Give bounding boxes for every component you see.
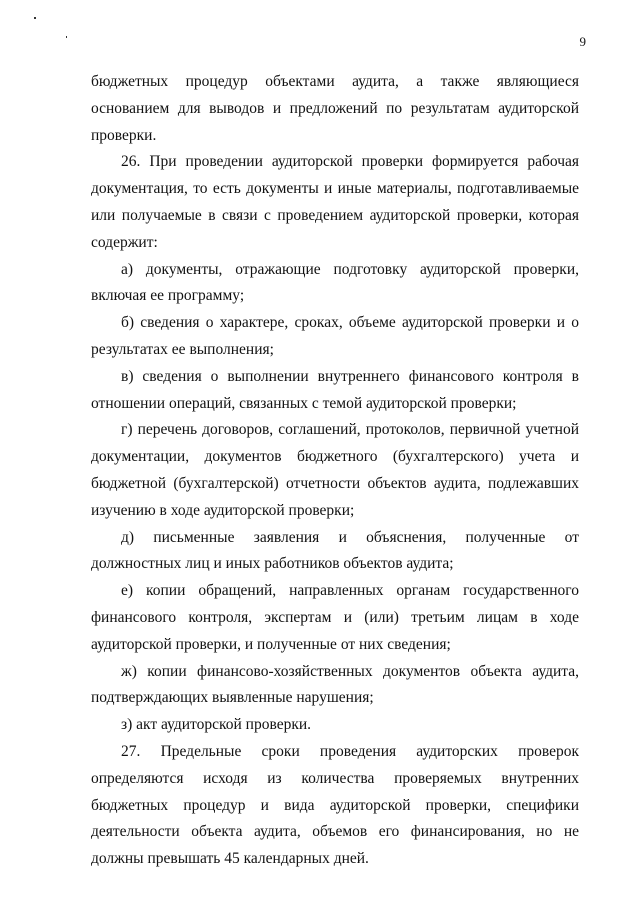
list-item-zh: ж) копии финансово-хозяйственных документов объекта аудита, подтверждающих выявленные нарушения; — [91, 662, 579, 707]
list-item-z: з) акт аудиторской проверки. — [121, 716, 312, 734]
paragraph-26: 26. При проведении аудиторской проверки формируется рабочая документация, то есть документы и иные материалы, подготавливаемые или получаемые в связи с проведением аудиторской проверки, которая содержит: — [91, 153, 579, 251]
list-item-g: г) перечень договоров, соглашений, протоколов, первичной учетной документации, документов бюджетного (бухгалтерского) учета и бюджетной (бухгалтерской) отчетности объектов аудита, подлежавших изучению в ходе аудиторской проверки; — [91, 421, 579, 519]
list-item-v: в) сведения о выполнении внутреннего финансового контроля в отношении операций, связанных с темой аудиторской проверки; — [91, 367, 579, 412]
paragraph-27: 27. Предельные сроки проведения аудиторских проверок определяются исходя из количества проверяемых внутренних бюджетных процедур и вида аудиторской проверки, специфики деятельности объекта аудита, объемов его финансирования, но не должны превышать 45 календарных дней. — [91, 742, 579, 868]
page-number: 9 — [579, 34, 586, 49]
scan-speck — [66, 36, 67, 38]
list-item-e: е) копии обращений, направленных органам государственного финансового контроля, экспертам и (или) третьим лицам в ходе аудиторской проверки, и полученные от них сведения; — [91, 582, 579, 653]
list-item-d: д) письменные заявления и объяснения, полученные от должностных лиц и иных работников объектов аудита; — [91, 528, 579, 573]
document-body — [91, 69, 579, 873]
list-item-a: а) документы, отражающие подготовку аудиторской проверки, включая ее программу; — [91, 260, 579, 305]
scan-speck — [34, 17, 36, 19]
list-item-b: б) сведения о характере, сроках, объеме аудиторской проверки и о результатах ее выполнения; — [91, 314, 579, 358]
paragraph-continuation: бюджетных процедур объектами аудита, а также являющиеся основанием для выводов и предложений по результатам аудиторской проверки. — [91, 73, 579, 144]
